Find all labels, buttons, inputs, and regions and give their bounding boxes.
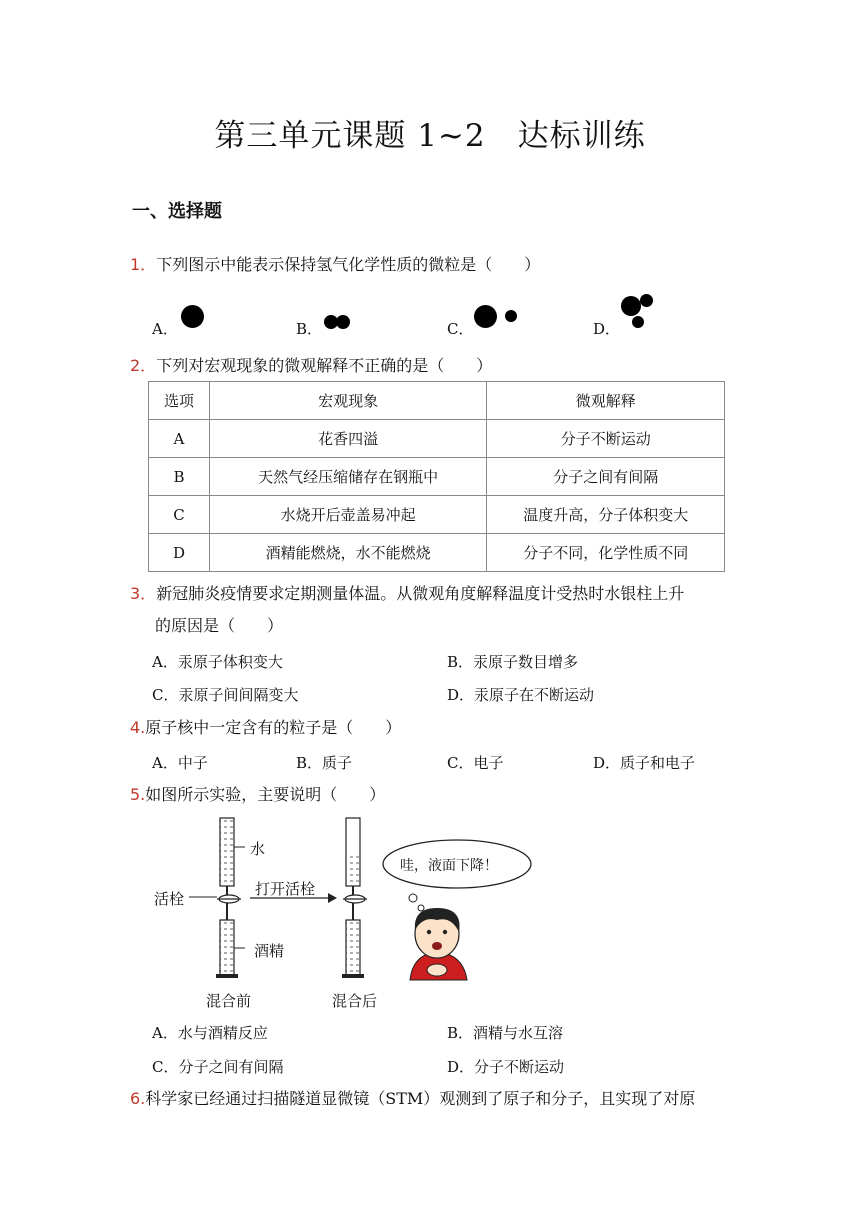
table-cell: 分子之间有间隔	[487, 458, 725, 496]
question-3	[130, 584, 684, 604]
question-number: 2．	[130, 356, 157, 375]
triatomic-molecule-icon-top	[640, 294, 653, 307]
question-text: 科学家已经通过扫描隧道显微镜（STM）观测到了原子和分子，且实现了对原	[145, 1089, 696, 1108]
question-5	[130, 785, 385, 805]
question-4	[130, 718, 401, 738]
table-cell: 分子不断运动	[487, 420, 725, 458]
q4-option-b: B．质子	[296, 754, 353, 772]
table-cell: 分子不同，化学性质不同	[487, 534, 725, 572]
q1-option-d: D．	[593, 320, 621, 338]
q3-option-c: C．汞原子间间隔变大	[152, 686, 299, 704]
q5-option-a: A．水与酒精反应	[152, 1024, 268, 1042]
table-header: 微观解释	[487, 382, 725, 420]
table-cell: A	[149, 420, 210, 458]
q3-option-a: A．汞原子体积变大	[152, 653, 283, 671]
question-number: 3．	[130, 584, 157, 603]
q4-option-c: C．电子	[447, 754, 504, 772]
q5-option-c: C．分子之间有间隔	[152, 1058, 284, 1076]
section-heading: 一、选择题	[132, 201, 222, 222]
q4-option-a: A．中子	[152, 754, 208, 772]
question-1	[130, 255, 540, 275]
table-header: 宏观现象	[209, 382, 487, 420]
q4-option-d: D．质子和电子	[593, 754, 696, 772]
question-text-line2: 的原因是（ ）	[155, 616, 284, 635]
table-row	[149, 534, 725, 572]
question-number: 6.	[130, 1089, 146, 1108]
q1-option-b: B．	[296, 320, 323, 338]
page-title: 第三单元课题 1~2 达标训练	[214, 118, 646, 154]
two-separate-atoms-icon-small	[505, 310, 517, 322]
triatomic-molecule-icon-center	[621, 296, 641, 316]
two-separate-atoms-icon-large	[474, 305, 497, 328]
question-number: 5.	[130, 785, 146, 804]
table-row	[149, 496, 725, 534]
question-text-line1: 新冠肺炎疫情要求定期测量体温。从微观角度解释温度计受热时水银柱上升	[156, 584, 685, 603]
question-number: 1．	[130, 255, 157, 274]
table-cell: D	[149, 534, 210, 572]
thought-bubble	[383, 840, 531, 918]
valve-label: 活栓	[154, 890, 185, 908]
table-cell: C	[149, 496, 210, 534]
alcohol-label: 酒精	[254, 942, 285, 960]
question-2	[130, 356, 492, 376]
table-cell: 花香四溢	[209, 420, 487, 458]
question-number: 4.	[130, 718, 146, 737]
table-header: 选项	[149, 382, 210, 420]
table-cell: 酒精能燃烧，水不能燃烧	[209, 534, 487, 572]
table-row	[149, 458, 725, 496]
mixing-experiment-figure	[145, 812, 535, 1012]
q3-option-d: D．汞原子在不断运动	[447, 686, 595, 704]
table-cell: 水烧开后壶盖易冲起	[209, 496, 487, 534]
table-cell: 温度升高，分子体积变大	[487, 496, 725, 534]
open-valve-label: 打开活栓	[255, 880, 316, 898]
question-text: 如图所示实验，主要说明（ ）	[145, 785, 386, 804]
table-cell: 天然气经压缩储存在钢瓶中	[209, 458, 487, 496]
q3-option-b: B．汞原子数目增多	[447, 653, 579, 671]
q5-option-d: D．分子不断运动	[447, 1058, 565, 1076]
question-6	[130, 1089, 695, 1109]
cartoon-boy-icon	[410, 908, 467, 980]
single-large-atom-icon	[181, 305, 204, 328]
after-mixing-apparatus	[342, 818, 367, 978]
water-label: 水	[250, 840, 266, 858]
diatomic-molecule-icon-right	[336, 315, 350, 329]
q5-option-b: B．酒精与水互溶	[447, 1024, 564, 1042]
question-text: 下列图示中能表示保持氢气化学性质的微粒是（ ）	[156, 255, 541, 274]
question-text: 下列对宏观现象的微观解释不正确的是（ ）	[156, 356, 493, 375]
table-row	[149, 420, 725, 458]
before-mixing-label: 混合前	[206, 992, 252, 1010]
bubble-text: 哇，液面下降！	[400, 858, 498, 874]
explanation-table	[148, 381, 725, 572]
before-mixing-apparatus	[216, 818, 241, 978]
q1-option-a: A．	[152, 320, 178, 338]
table-header-row	[149, 382, 725, 420]
question-text: 原子核中一定含有的粒子是（ ）	[145, 718, 402, 737]
q1-option-c: C．	[447, 320, 474, 338]
after-mixing-label: 混合后	[332, 992, 378, 1010]
triatomic-molecule-icon-bottom	[632, 316, 644, 328]
table-cell: B	[149, 458, 210, 496]
